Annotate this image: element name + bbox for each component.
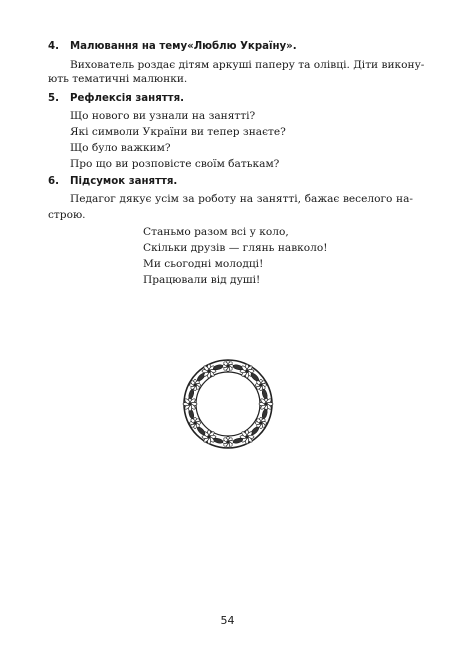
leaf-icon <box>261 389 268 400</box>
poem-line: Ми сьогодні молодці! <box>143 258 264 270</box>
flower-icon <box>223 361 234 372</box>
section-title: Рефлексія заняття. <box>70 93 184 104</box>
paragraph-line: Педагог дякує усім за роботу на занятті, бажає веселого на- <box>70 193 413 205</box>
section-5-heading <box>48 93 184 104</box>
leaf-icon <box>188 389 195 400</box>
leaf-icon <box>213 364 224 371</box>
flower-icon <box>202 364 216 378</box>
section-number: 4. <box>48 41 59 52</box>
question-line: Які символи України ви тепер знаєте? <box>70 126 286 138</box>
section-4-heading <box>48 41 297 52</box>
paragraph-line: Вихователь роздає дітям аркуші паперу та олівці. Діти викону- <box>70 59 425 71</box>
page-number: 54 <box>220 614 235 627</box>
poem-line: Скільки друзів — глянь навколо! <box>143 242 328 254</box>
leaf-icon <box>232 437 243 444</box>
paragraph-line: ють тематичні малюнки. <box>48 73 188 85</box>
question-line: Що нового ви узнали на занятті? <box>70 110 256 122</box>
floral-wreath-icon <box>172 348 284 460</box>
poem-line: Працювали від душі! <box>143 274 261 286</box>
flower-icon <box>240 430 254 444</box>
flower-icon <box>223 437 234 448</box>
paragraph-line: строю. <box>48 209 86 221</box>
flower-icon <box>255 380 266 391</box>
section-number: 5. <box>48 93 59 104</box>
section-title: Підсумок заняття. <box>70 176 178 187</box>
question-line: Про що ви розповісте своїм батькам? <box>70 158 280 170</box>
poem-line: Станьмо разом всі у коло, <box>143 226 289 238</box>
question-line: Що було важким? <box>70 142 171 154</box>
section-number: 6. <box>48 176 59 187</box>
section-title: Малювання на тему«Люблю Україну». <box>70 41 297 52</box>
leaf-icon <box>261 408 268 419</box>
flower-icon <box>190 418 201 429</box>
section-6-heading <box>48 176 177 187</box>
